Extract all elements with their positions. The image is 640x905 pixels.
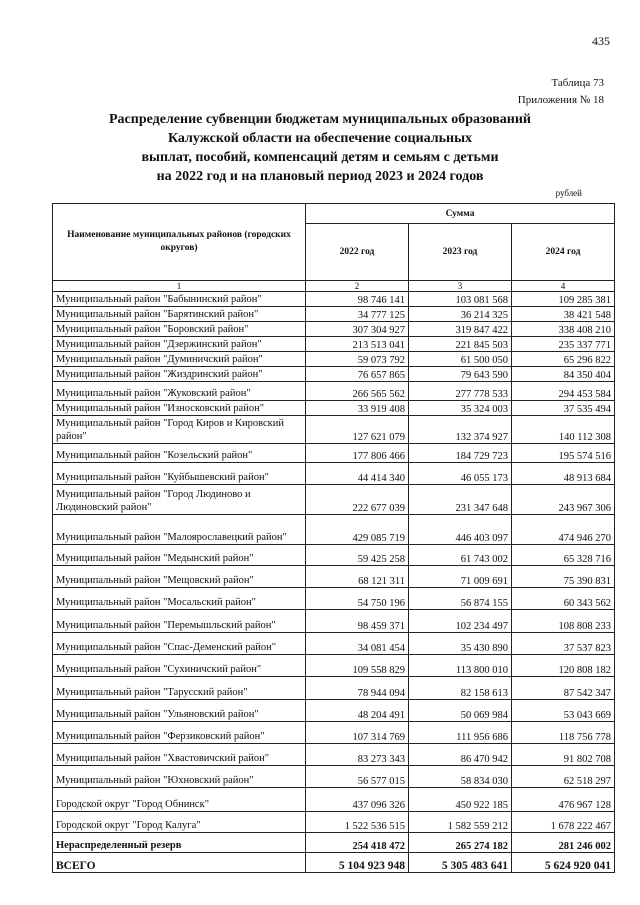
value-2024: 87 542 347 <box>512 677 615 700</box>
header-2023: 2023 год <box>409 224 512 281</box>
table-row <box>53 700 615 722</box>
table-row <box>53 352 615 367</box>
value-2023: 221 845 503 <box>409 337 512 352</box>
value-2024: 281 246 002 <box>512 833 615 853</box>
row-name: Муниципальный район "Дзержинский район" <box>53 337 306 352</box>
row-name: Городской округ "Город Обнинск" <box>53 788 306 812</box>
value-2023: 61 743 002 <box>409 545 512 566</box>
header-2022: 2022 год <box>306 224 409 281</box>
table-row <box>53 766 615 788</box>
value-2023: 113 800 010 <box>409 655 512 677</box>
value-2024: 91 802 708 <box>512 744 615 766</box>
table-row <box>53 485 615 515</box>
header-name-column: Наименование муниципальных районов (городских округов) <box>53 204 306 281</box>
value-2022: 34 777 125 <box>306 307 409 322</box>
table-row <box>53 788 615 812</box>
table-row <box>53 292 615 307</box>
row-name: Муниципальный район "Мосальский район" <box>53 588 306 610</box>
value-2023: 132 374 927 <box>409 416 512 444</box>
row-name: Муниципальный район "Барятинский район" <box>53 307 306 322</box>
value-2022: 266 565 562 <box>306 382 409 401</box>
table-row <box>53 444 615 463</box>
value-2024: 37 537 823 <box>512 633 615 655</box>
row-name: Городской округ "Город Калуга" <box>53 812 306 833</box>
value-2022: 1 522 536 515 <box>306 812 409 833</box>
value-2022: 5 104 923 948 <box>306 853 409 873</box>
value-2022: 429 085 719 <box>306 515 409 545</box>
value-2022: 177 806 466 <box>306 444 409 463</box>
value-2024: 476 967 128 <box>512 788 615 812</box>
row-name: Муниципальный район "Мещовский район" <box>53 566 306 588</box>
value-2023: 103 081 568 <box>409 292 512 307</box>
column-number: 2 <box>306 281 409 292</box>
row-name: Муниципальный район "Жиздринский район" <box>53 367 306 382</box>
row-name: Муниципальный район "Тарусский район" <box>53 677 306 700</box>
table-row <box>53 401 615 416</box>
column-number: 4 <box>512 281 615 292</box>
value-2024: 294 453 584 <box>512 382 615 401</box>
value-2022: 254 418 472 <box>306 833 409 853</box>
row-name: Муниципальный район "Думиничский район" <box>53 352 306 367</box>
value-2024: 1 678 222 467 <box>512 812 615 833</box>
table-row <box>53 610 615 633</box>
value-2022: 33 919 408 <box>306 401 409 416</box>
table-row <box>53 633 615 655</box>
value-2024: 243 967 306 <box>512 485 615 515</box>
title-line: на 2022 год и на плановый период 2023 и 2024 годов <box>156 169 484 184</box>
value-2022: 98 746 141 <box>306 292 409 307</box>
row-name: Муниципальный район "Хвастовичский район" <box>53 744 306 766</box>
table-row <box>53 655 615 677</box>
row-name: Муниципальный район "Медынский район" <box>53 545 306 566</box>
table-row <box>53 367 615 382</box>
table-row <box>53 566 615 588</box>
value-2024: 84 350 404 <box>512 367 615 382</box>
value-2022: 127 621 079 <box>306 416 409 444</box>
value-2022: 56 577 015 <box>306 766 409 788</box>
value-2024: 62 518 297 <box>512 766 615 788</box>
value-2022: 54 750 196 <box>306 588 409 610</box>
units-label: рублей <box>555 188 582 198</box>
value-2022: 44 414 340 <box>306 463 409 485</box>
row-name: Муниципальный район "Бабынинский район" <box>53 292 306 307</box>
value-2023: 35 324 003 <box>409 401 512 416</box>
value-2022: 59 425 258 <box>306 545 409 566</box>
value-2022: 213 513 041 <box>306 337 409 352</box>
row-name: Муниципальный район "Боровский район" <box>53 322 306 337</box>
column-number: 1 <box>53 281 306 292</box>
value-2023: 35 430 890 <box>409 633 512 655</box>
table-row <box>53 744 615 766</box>
row-name: Муниципальный район "Сухиничский район" <box>53 655 306 677</box>
value-2023: 111 956 686 <box>409 722 512 744</box>
table-row <box>53 307 615 322</box>
value-2024: 108 808 233 <box>512 610 615 633</box>
value-2023: 319 847 422 <box>409 322 512 337</box>
value-2024: 48 913 684 <box>512 463 615 485</box>
value-2023: 102 234 497 <box>409 610 512 633</box>
column-number: 3 <box>409 281 512 292</box>
value-2024: 109 285 381 <box>512 292 615 307</box>
row-name: Муниципальный район "Город Киров и Кировский район" <box>53 416 306 444</box>
table-row <box>53 588 615 610</box>
table-row <box>53 515 615 545</box>
row-name: Муниципальный район "Козельский район" <box>53 444 306 463</box>
row-name: Муниципальный район "Куйбышевский район" <box>53 463 306 485</box>
row-name: ВСЕГО <box>53 853 306 873</box>
value-2023: 184 729 723 <box>409 444 512 463</box>
value-2024: 53 043 669 <box>512 700 615 722</box>
value-2024: 37 535 494 <box>512 401 615 416</box>
value-2024: 38 421 548 <box>512 307 615 322</box>
table-reference <box>518 75 604 109</box>
row-name: Муниципальный район "Малоярославецкий район" <box>53 515 306 545</box>
table-row <box>53 545 615 566</box>
row-name: Муниципальный район "Ферзиковский район" <box>53 722 306 744</box>
value-2023: 5 305 483 641 <box>409 853 512 873</box>
value-2024: 195 574 516 <box>512 444 615 463</box>
value-2022: 107 314 769 <box>306 722 409 744</box>
total-row <box>53 853 615 873</box>
table-row <box>53 337 615 352</box>
row-name: Муниципальный район "Юхновский район" <box>53 766 306 788</box>
table-row <box>53 812 615 833</box>
value-2023: 450 922 185 <box>409 788 512 812</box>
title-line: Калужской области на обеспечение социальных <box>167 131 473 146</box>
row-name: Муниципальный район "Перемышльский район" <box>53 610 306 633</box>
value-2022: 83 273 343 <box>306 744 409 766</box>
value-2023: 82 158 613 <box>409 677 512 700</box>
value-2024: 118 756 778 <box>512 722 615 744</box>
reserve-row <box>53 833 615 853</box>
row-name: Муниципальный район "Ульяновский район" <box>53 700 306 722</box>
value-2022: 222 677 039 <box>306 485 409 515</box>
value-2024: 235 337 771 <box>512 337 615 352</box>
value-2024: 338 408 210 <box>512 322 615 337</box>
table-row <box>53 322 615 337</box>
value-2023: 58 834 030 <box>409 766 512 788</box>
value-2022: 307 304 927 <box>306 322 409 337</box>
value-2023: 36 214 325 <box>409 307 512 322</box>
table-row <box>53 463 615 485</box>
table-row <box>53 677 615 700</box>
title-line: Распределение субвенции бюджетам муниципальных образований <box>109 112 531 127</box>
value-2022: 59 073 792 <box>306 352 409 367</box>
value-2022: 78 944 094 <box>306 677 409 700</box>
table-row <box>53 722 615 744</box>
value-2023: 1 582 559 212 <box>409 812 512 833</box>
page-number: 435 <box>592 34 610 48</box>
value-2023: 265 274 182 <box>409 833 512 853</box>
table-row <box>53 416 615 444</box>
value-2024: 120 808 182 <box>512 655 615 677</box>
value-2024: 5 624 920 041 <box>512 853 615 873</box>
row-name: Муниципальный район "Город Людиново и Людиновский район" <box>53 485 306 515</box>
value-2023: 86 470 942 <box>409 744 512 766</box>
value-2024: 75 390 831 <box>512 566 615 588</box>
value-2022: 68 121 311 <box>306 566 409 588</box>
value-2023: 79 643 590 <box>409 367 512 382</box>
value-2024: 474 946 270 <box>512 515 615 545</box>
row-name: Муниципальный район "Износковский район" <box>53 401 306 416</box>
table-label: Таблица 73 <box>551 77 604 89</box>
value-2023: 61 500 050 <box>409 352 512 367</box>
value-2022: 48 204 491 <box>306 700 409 722</box>
value-2023: 50 069 984 <box>409 700 512 722</box>
value-2022: 437 096 326 <box>306 788 409 812</box>
value-2023: 231 347 648 <box>409 485 512 515</box>
header-sum: Сумма <box>306 204 615 224</box>
value-2024: 140 112 308 <box>512 416 615 444</box>
title-line: выплат, пособий, компенсаций детям и семьям с детьми <box>141 150 499 165</box>
value-2024: 65 296 822 <box>512 352 615 367</box>
value-2022: 109 558 829 <box>306 655 409 677</box>
document-title <box>60 110 580 186</box>
value-2023: 446 403 097 <box>409 515 512 545</box>
value-2023: 56 874 155 <box>409 588 512 610</box>
value-2023: 46 055 173 <box>409 463 512 485</box>
appendix-label: Приложения № 18 <box>517 94 604 106</box>
subvention-table <box>52 203 615 873</box>
table-row <box>53 382 615 401</box>
value-2022: 98 459 371 <box>306 610 409 633</box>
row-name: Муниципальный район "Жуковский район" <box>53 382 306 401</box>
row-name: Нераспределенный резерв <box>53 833 306 853</box>
value-2022: 76 657 865 <box>306 367 409 382</box>
header-2024: 2024 год <box>512 224 615 281</box>
value-2024: 60 343 562 <box>512 588 615 610</box>
row-name: Муниципальный район "Спас-Деменский район" <box>53 633 306 655</box>
value-2023: 277 778 533 <box>409 382 512 401</box>
value-2022: 34 081 454 <box>306 633 409 655</box>
value-2023: 71 009 691 <box>409 566 512 588</box>
value-2024: 65 328 716 <box>512 545 615 566</box>
